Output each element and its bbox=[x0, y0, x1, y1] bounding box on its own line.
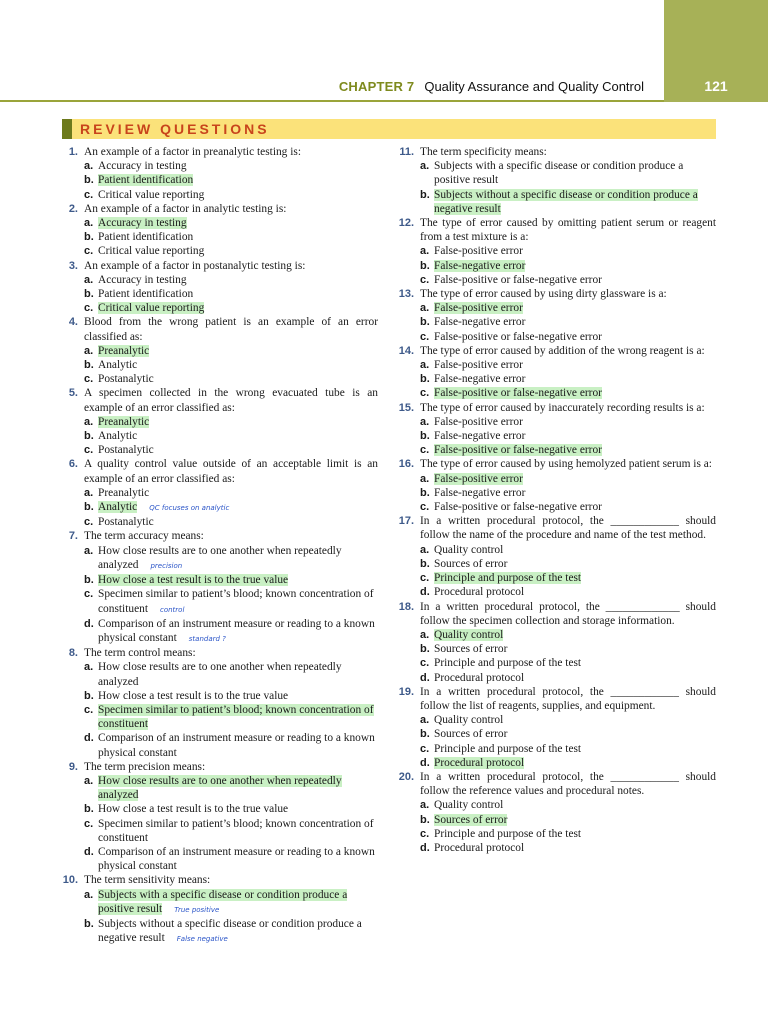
option-text: False-negative error bbox=[434, 373, 526, 386]
chapter-label: CHAPTER 7 bbox=[338, 79, 415, 94]
option-letter: a. bbox=[420, 714, 430, 727]
option-text: False-negative error bbox=[434, 486, 526, 499]
option-text: Sources of error bbox=[434, 557, 508, 570]
answer-option bbox=[62, 415, 378, 429]
option-text: Preanalytic bbox=[98, 486, 150, 499]
question bbox=[62, 646, 378, 660]
option-text: Critical value reporting bbox=[98, 245, 205, 258]
option-text: False-positive error bbox=[434, 415, 523, 428]
option-letter: b. bbox=[420, 557, 430, 570]
answer-option bbox=[398, 159, 716, 187]
answer-option bbox=[398, 386, 716, 400]
option-letter: a. bbox=[420, 415, 430, 428]
question bbox=[398, 600, 716, 628]
option-letter: a. bbox=[84, 217, 94, 230]
option-letter: b. bbox=[420, 373, 430, 386]
option-text: Sources of error bbox=[434, 643, 508, 656]
answer-option bbox=[62, 216, 378, 230]
answer-option bbox=[62, 660, 378, 688]
question-text: In a written procedural protocol, the ____________ should follow the reference values and procedural notes. bbox=[420, 770, 716, 798]
option-text: False-positive error bbox=[434, 359, 523, 372]
option-text: How close a test result is to the true value bbox=[98, 689, 289, 702]
option-letter: b. bbox=[84, 574, 94, 587]
option-text: Patient identification bbox=[98, 288, 194, 301]
highlighted-answer: Accuracy in testing bbox=[98, 217, 187, 230]
highlighted-answer: False-positive error bbox=[434, 302, 523, 315]
answer-option bbox=[398, 244, 716, 258]
option-text: Accuracy in testing bbox=[98, 160, 187, 173]
answer-option bbox=[62, 159, 378, 173]
answer-option bbox=[398, 798, 716, 812]
option-text: Patient identification bbox=[98, 231, 194, 244]
question-text: The type of error caused by inaccurately recording results is a: bbox=[420, 401, 705, 414]
question-text: The type of error caused by using dirty glassware is a: bbox=[420, 288, 667, 301]
option-text: Postanalytic bbox=[98, 373, 154, 386]
option-letter: b. bbox=[420, 316, 430, 329]
answer-option bbox=[398, 713, 716, 727]
question bbox=[398, 344, 716, 358]
question-text: In a written procedural protocol, the ____________ should follow the name of the procedure and name of the test method. bbox=[420, 515, 716, 542]
answer-option bbox=[62, 515, 378, 529]
review-banner-marker bbox=[62, 119, 72, 139]
option-letter: c. bbox=[84, 516, 94, 529]
option-letter: c. bbox=[84, 373, 94, 386]
question-text: The term specificity means: bbox=[420, 146, 547, 158]
option-letter: c. bbox=[84, 188, 94, 201]
answer-option bbox=[62, 486, 378, 500]
answer-option bbox=[398, 443, 716, 457]
chapter-title: Quality Assurance and Quality Control bbox=[424, 79, 644, 94]
answer-option bbox=[398, 827, 716, 841]
question-text: An example of a factor in preanalytic testing is: bbox=[84, 146, 301, 158]
answer-option bbox=[62, 703, 378, 731]
question bbox=[398, 145, 716, 159]
option-letter: d. bbox=[420, 841, 430, 854]
option-text: Critical value reporting bbox=[98, 188, 205, 201]
question-text: Blood from the wrong patient is an example of an error classified as: bbox=[84, 316, 378, 343]
option-text: Accuracy in testing bbox=[98, 273, 187, 286]
question-number: 1. bbox=[68, 146, 78, 158]
option-letter: b. bbox=[84, 288, 94, 301]
answer-option bbox=[398, 628, 716, 642]
option-text: Principle and purpose of the test bbox=[434, 827, 582, 840]
left-column bbox=[62, 145, 378, 946]
question-text: In a written procedural protocol, the ____________ should follow the list of reagents, supplies, and equipment. bbox=[420, 685, 716, 712]
option-letter: d. bbox=[420, 756, 430, 769]
question bbox=[398, 457, 716, 471]
highlighted-answer: False-positive or false-negative error bbox=[434, 387, 602, 400]
option-letter: a. bbox=[420, 628, 430, 641]
answer-option bbox=[398, 188, 716, 216]
answer-option bbox=[398, 585, 716, 599]
option-letter: c. bbox=[420, 387, 430, 400]
option-text: How close a test result is to the true value bbox=[98, 803, 289, 816]
option-text: Postanalytic bbox=[98, 516, 154, 529]
option-letter: b. bbox=[84, 359, 94, 372]
answer-option bbox=[62, 358, 378, 372]
answer-option bbox=[62, 689, 378, 703]
highlighted-answer: False-positive error bbox=[434, 472, 523, 485]
highlighted-answer: False-negative error bbox=[434, 259, 526, 272]
option-text: Principle and purpose of the test bbox=[434, 742, 582, 755]
question-number: 2. bbox=[68, 202, 78, 215]
option-text: Comparison of an instrument measure or reading to a known physical constant bbox=[98, 617, 375, 644]
option-text: Analytic bbox=[98, 430, 138, 443]
question bbox=[398, 401, 716, 415]
option-letter: a. bbox=[84, 888, 94, 901]
option-letter: a. bbox=[84, 544, 94, 557]
answer-option bbox=[62, 173, 378, 187]
highlighted-answer: How close results are to one another when repeatedly analyzed bbox=[98, 774, 342, 802]
highlighted-answer: Sources of error bbox=[434, 813, 508, 826]
question-text: The term sensitivity means: bbox=[84, 874, 211, 887]
option-letter: b. bbox=[420, 430, 430, 443]
option-letter: c. bbox=[420, 273, 430, 286]
highlighted-answer: Principle and purpose of the test bbox=[434, 572, 582, 585]
highlighted-answer: Subjects without a specific disease or condition produce a negative result bbox=[434, 188, 698, 215]
answer-option bbox=[62, 372, 378, 386]
question bbox=[62, 529, 378, 543]
answer-option bbox=[62, 802, 378, 816]
question bbox=[398, 770, 716, 798]
option-letter: d. bbox=[84, 617, 94, 630]
answer-option bbox=[398, 372, 716, 386]
option-letter: a. bbox=[84, 661, 94, 674]
option-letter: a. bbox=[420, 245, 430, 258]
option-letter: a. bbox=[420, 160, 430, 173]
option-letter: a. bbox=[84, 415, 94, 428]
handwritten-note: True positive bbox=[174, 905, 220, 914]
answer-option bbox=[398, 301, 716, 315]
answer-option bbox=[62, 617, 378, 646]
question-text: The term accuracy means: bbox=[84, 530, 204, 543]
question bbox=[62, 873, 378, 887]
option-letter: a. bbox=[84, 344, 94, 357]
option-letter: a. bbox=[420, 359, 430, 372]
highlighted-answer: Procedural protocol bbox=[434, 756, 525, 769]
answer-option bbox=[398, 727, 716, 741]
option-letter: c. bbox=[84, 703, 94, 716]
option-text: False-negative error bbox=[434, 430, 526, 443]
answer-option bbox=[62, 845, 378, 873]
answer-option bbox=[398, 642, 716, 656]
answer-option bbox=[398, 756, 716, 770]
option-text: Postanalytic bbox=[98, 444, 154, 457]
answer-option bbox=[62, 774, 378, 802]
option-letter: c. bbox=[420, 444, 430, 457]
option-letter: d. bbox=[420, 586, 430, 599]
question bbox=[62, 202, 378, 216]
question-number: 15. bbox=[398, 401, 414, 414]
answer-option bbox=[398, 330, 716, 344]
answer-option bbox=[62, 301, 378, 315]
highlighted-answer: Patient identification bbox=[98, 174, 194, 187]
option-text: How close results are to one another when repeatedly analyzed bbox=[98, 661, 342, 688]
highlighted-answer: How close a test result is to the true value bbox=[98, 574, 289, 587]
option-letter: a. bbox=[420, 799, 430, 812]
highlighted-answer: Subjects with a specific disease or condition produce a positive result bbox=[98, 888, 348, 915]
question-number: 12. bbox=[398, 217, 414, 230]
option-text: Procedural protocol bbox=[434, 586, 525, 599]
option-letter: c. bbox=[84, 302, 94, 315]
option-text: Analytic bbox=[98, 359, 138, 372]
option-text: Procedural protocol bbox=[434, 671, 525, 684]
option-letter: c. bbox=[84, 817, 94, 830]
page-number: 121 bbox=[704, 78, 728, 94]
option-text: Quality control bbox=[434, 543, 504, 556]
question bbox=[62, 457, 378, 485]
question-number: 18. bbox=[398, 600, 414, 613]
answer-option bbox=[62, 443, 378, 457]
option-letter: b. bbox=[84, 803, 94, 816]
question-text: A quality control value outside of an acceptable limit is an example of an error classified as: bbox=[84, 458, 378, 485]
option-letter: b. bbox=[84, 231, 94, 244]
option-text: Subjects with a specific disease or condition produce a positive result bbox=[434, 160, 684, 187]
answer-option bbox=[398, 742, 716, 756]
question-number: 10. bbox=[62, 874, 78, 887]
option-text: False-positive or false-negative error bbox=[434, 501, 602, 514]
answer-option bbox=[62, 888, 378, 917]
question bbox=[62, 386, 378, 414]
question-text: The type of error caused by using hemolyzed patient serum is a: bbox=[420, 458, 712, 471]
option-text: False-negative error bbox=[434, 316, 526, 329]
option-letter: c. bbox=[420, 827, 430, 840]
question-text: The type of error caused by omitting patient serum or reagent from a test mixture is a: bbox=[420, 217, 716, 244]
highlighted-answer: Critical value reporting bbox=[98, 302, 205, 315]
answer-option bbox=[398, 486, 716, 500]
answer-option bbox=[398, 358, 716, 372]
option-letter: b. bbox=[420, 486, 430, 499]
question-number: 7. bbox=[68, 530, 78, 543]
question-text: An example of a factor in postanalytic testing is: bbox=[84, 259, 306, 272]
highlighted-answer: Analytic bbox=[98, 501, 138, 514]
answer-option bbox=[62, 587, 378, 616]
highlighted-answer: Quality control bbox=[434, 628, 504, 641]
option-letter: a. bbox=[420, 543, 430, 556]
question-number: 5. bbox=[68, 387, 78, 400]
option-letter: b. bbox=[84, 174, 94, 187]
question-number: 13. bbox=[398, 288, 414, 301]
answer-option bbox=[398, 259, 716, 273]
question bbox=[62, 315, 378, 343]
highlighted-answer: Preanalytic bbox=[98, 344, 150, 357]
question-number: 17. bbox=[398, 515, 414, 528]
option-text: False-positive or false-negative error bbox=[434, 330, 602, 343]
handwritten-note: precision bbox=[150, 561, 183, 570]
highlighted-answer: Specimen similar to patient’s blood; known concentration of constituent bbox=[98, 703, 374, 731]
option-text: How close results are to one another when repeatedly analyzed bbox=[98, 544, 342, 571]
answer-option bbox=[62, 287, 378, 301]
option-text: Subjects without a specific disease or condition produce a negative result bbox=[98, 917, 362, 945]
answer-option bbox=[398, 557, 716, 571]
option-text: False-positive or false-negative error bbox=[434, 273, 602, 286]
option-text: Quality control bbox=[434, 799, 504, 812]
answer-option bbox=[62, 429, 378, 443]
question-number: 19. bbox=[398, 685, 414, 698]
option-text: False-positive error bbox=[434, 245, 523, 258]
highlighted-answer: False-positive or false-negative error bbox=[434, 444, 602, 457]
option-letter: c. bbox=[84, 245, 94, 258]
answer-option bbox=[398, 415, 716, 429]
option-letter: d. bbox=[84, 845, 94, 858]
option-letter: b. bbox=[84, 689, 94, 702]
option-letter: b. bbox=[84, 501, 94, 514]
question-number: 9. bbox=[68, 760, 78, 773]
page-top-margin bbox=[0, 0, 768, 58]
option-letter: a. bbox=[84, 774, 94, 787]
answer-option bbox=[398, 429, 716, 443]
option-text: Comparison of an instrument measure or reading to a known physical constant bbox=[98, 732, 375, 759]
highlighted-answer: Preanalytic bbox=[98, 415, 150, 428]
question bbox=[398, 287, 716, 301]
option-letter: c. bbox=[420, 742, 430, 755]
option-letter: b. bbox=[420, 728, 430, 741]
answer-option bbox=[398, 500, 716, 514]
option-letter: a. bbox=[84, 486, 94, 499]
handwritten-note: standard ? bbox=[188, 634, 226, 643]
option-letter: d. bbox=[420, 671, 430, 684]
question-number: 14. bbox=[398, 344, 414, 357]
question bbox=[62, 760, 378, 774]
answer-option bbox=[398, 813, 716, 827]
answer-option bbox=[62, 273, 378, 287]
answer-option bbox=[398, 315, 716, 329]
question-text: In a written procedural protocol, the _____________ should follow the specimen collection and storage information. bbox=[420, 600, 716, 627]
answer-option bbox=[62, 244, 378, 258]
handwritten-note: False negative bbox=[176, 935, 228, 944]
answer-option bbox=[398, 671, 716, 685]
option-letter: a. bbox=[420, 472, 430, 485]
question bbox=[62, 259, 378, 273]
question bbox=[62, 145, 378, 159]
answer-option bbox=[398, 656, 716, 670]
option-letter: b. bbox=[420, 813, 430, 826]
chapter-heading bbox=[339, 79, 644, 94]
option-letter: c. bbox=[420, 330, 430, 343]
option-text: Specimen similar to patient’s blood; known concentration of constituent bbox=[98, 588, 374, 615]
question-text: An example of a factor in analytic testing is: bbox=[84, 202, 287, 215]
answer-option bbox=[398, 841, 716, 855]
option-letter: a. bbox=[84, 160, 94, 173]
answer-option bbox=[398, 543, 716, 557]
answer-option bbox=[62, 500, 378, 515]
handwritten-note: QC focuses on analytic bbox=[149, 504, 230, 513]
question-number: 4. bbox=[68, 316, 78, 329]
option-text: Principle and purpose of the test bbox=[434, 657, 582, 670]
option-text: Quality control bbox=[434, 714, 504, 727]
question-number: 11. bbox=[399, 146, 414, 158]
option-letter: c. bbox=[420, 501, 430, 514]
option-text: Procedural protocol bbox=[434, 841, 525, 854]
question bbox=[398, 514, 716, 542]
option-letter: a. bbox=[420, 302, 430, 315]
question-text: A specimen collected in the wrong evacuated tube is an example of an error classified as: bbox=[84, 387, 378, 414]
option-text: Comparison of an instrument measure or reading to a known physical constant bbox=[98, 845, 375, 873]
question-number: 3. bbox=[68, 259, 78, 272]
question bbox=[398, 685, 716, 713]
option-letter: b. bbox=[420, 643, 430, 656]
answer-option bbox=[62, 344, 378, 358]
option-letter: a. bbox=[84, 273, 94, 286]
answer-option bbox=[62, 917, 378, 946]
answer-option bbox=[398, 273, 716, 287]
answer-option bbox=[62, 817, 378, 845]
answer-option bbox=[62, 230, 378, 244]
option-text: Specimen similar to patient’s blood; known concentration of constituent bbox=[98, 817, 374, 844]
option-letter: c. bbox=[420, 657, 430, 670]
answer-option bbox=[62, 573, 378, 587]
answer-option bbox=[62, 188, 378, 202]
option-letter: c. bbox=[420, 572, 430, 585]
section-title: REVIEW QUESTIONS bbox=[80, 121, 270, 137]
question-number: 8. bbox=[68, 647, 78, 660]
option-letter: b. bbox=[420, 259, 430, 272]
question-text: The term control means: bbox=[84, 647, 196, 660]
question-number: 20. bbox=[398, 770, 414, 783]
question-number: 16. bbox=[398, 458, 414, 471]
handwritten-note: control bbox=[159, 605, 185, 614]
option-letter: b. bbox=[420, 188, 430, 201]
answer-option bbox=[62, 544, 378, 573]
question-number: 6. bbox=[68, 458, 78, 471]
option-letter: b. bbox=[84, 917, 94, 930]
right-column bbox=[398, 145, 716, 855]
answer-option bbox=[62, 731, 378, 759]
question-text: The term precision means: bbox=[84, 760, 206, 773]
answer-option bbox=[398, 571, 716, 585]
answer-option bbox=[398, 472, 716, 486]
question bbox=[398, 216, 716, 244]
option-letter: c. bbox=[84, 588, 94, 601]
option-letter: c. bbox=[84, 444, 94, 457]
option-letter: d. bbox=[84, 732, 94, 745]
question-text: The type of error caused by addition of the wrong reagent is a: bbox=[420, 344, 705, 357]
option-text: Sources of error bbox=[434, 728, 508, 741]
option-letter: b. bbox=[84, 430, 94, 443]
